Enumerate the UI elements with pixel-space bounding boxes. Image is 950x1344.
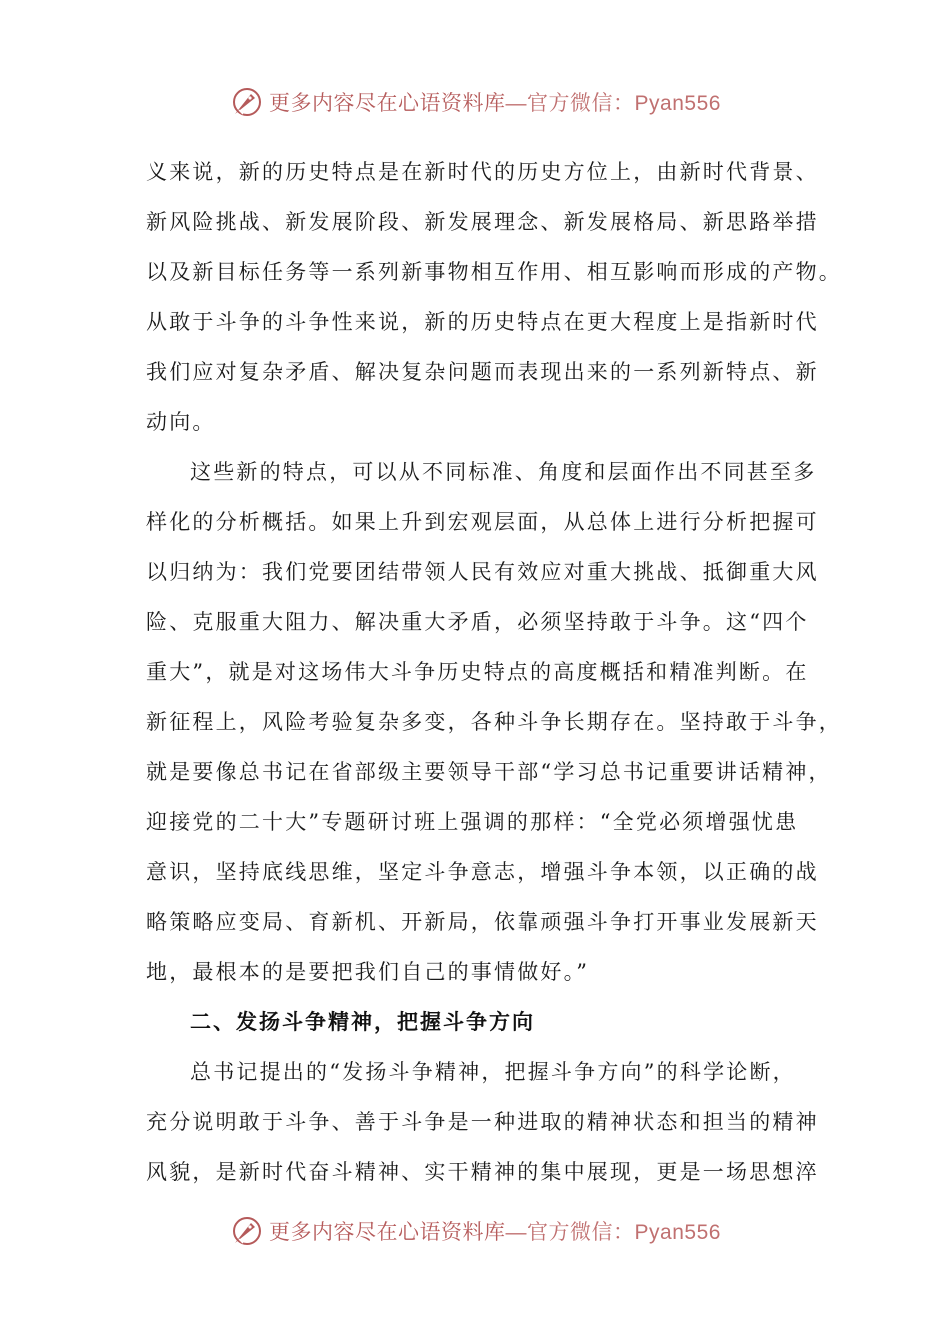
text-line: 义来说，新的历史特点是在新时代的历史方位上，由新时代背景、	[146, 160, 819, 184]
document-body	[146, 147, 842, 1197]
banner-wechat-text: —官方微信：Pyan556	[505, 1221, 721, 1244]
footer-banner	[0, 1211, 950, 1251]
banner-text-main: 更多内容尽在心语资料库	[269, 1220, 506, 1244]
pen-nib-logo-icon	[229, 1213, 265, 1249]
text-line: 充分说明敢于斗争、善于斗争是一种进取的精神状态和担当的精神	[146, 1110, 819, 1134]
text-line: 新风险挑战、新发展阶段、新发展理念、新发展格局、新思路举措	[146, 210, 819, 234]
banner-text	[269, 87, 721, 117]
pen-nib-logo-icon	[229, 84, 265, 120]
text-line: 险、克服重大阻力、解决重大矛盾，必须坚持敢于斗争。这“四个	[146, 610, 809, 634]
header-banner	[0, 82, 950, 122]
text-line: 重大”，就是对这场伟大斗争历史特点的高度概括和精准判断。在	[146, 660, 809, 684]
paragraph-2	[146, 447, 842, 997]
text-line: 新征程上，风险考验复杂多变，各种斗争长期存在。坚持敢于斗争，	[146, 710, 842, 734]
text-line: 意识，坚持底线思维，坚定斗争意志，增强斗争本领，以正确的战	[146, 860, 819, 884]
text-line: 我们应对复杂矛盾、解决复杂问题而表现出来的一系列新特点、新	[146, 360, 819, 384]
text-line: 略策略应变局、育新机、开新局，依靠顽强斗争打开事业发展新天	[146, 910, 819, 934]
text-line: 风貌，是新时代奋斗精神、实干精神的集中展现，更是一场思想淬	[146, 1160, 819, 1184]
banner-text	[269, 1216, 721, 1246]
banner-text-main: 更多内容尽在心语资料库	[269, 91, 506, 115]
text-line: 以及新目标任务等一系列新事物相互作用、相互影响而形成的产物。	[146, 260, 842, 284]
text-line: 以归纳为：我们党要团结带领人民有效应对重大挑战、抵御重大风	[146, 560, 819, 584]
text-line: 这些新的特点，可以从不同标准、角度和层面作出不同甚至多	[190, 460, 817, 484]
text-line: 就是要像总书记在省部级主要领导干部“学习总书记重要讲话精神，	[146, 760, 832, 784]
paragraph-1	[146, 147, 842, 447]
paragraph-3	[146, 1047, 819, 1197]
text-line: 总书记提出的“发扬斗争精神，把握斗争方向”的科学论断，	[190, 1060, 796, 1084]
text-line: 动向。	[146, 410, 216, 434]
text-line: 从敢于斗争的斗争性来说，新的历史特点在更大程度上是指新时代	[146, 310, 819, 334]
banner-wechat-text: —官方微信：Pyan556	[505, 92, 721, 115]
text-line: 地，最根本的是要把我们自己的事情做好。”	[146, 960, 590, 984]
section-heading: 二、发扬斗争精神，把握斗争方向	[190, 1010, 535, 1034]
text-line: 样化的分析概括。如果上升到宏观层面，从总体上进行分析把握可	[146, 510, 819, 534]
text-line: 迎接党的二十大”专题研讨班上强调的那样：“全党必须增强忧患	[146, 810, 799, 834]
